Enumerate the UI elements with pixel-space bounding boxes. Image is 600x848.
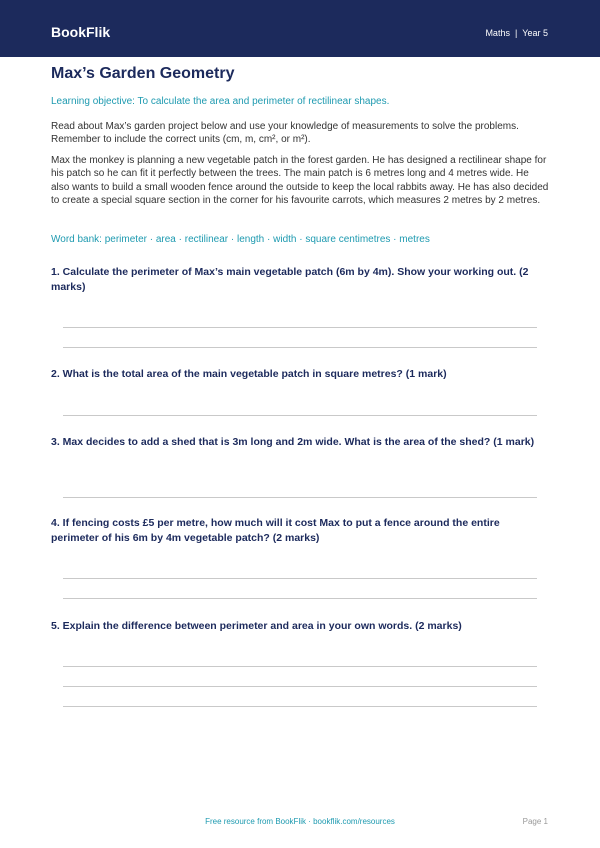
word-bank: Word bank: perimeter · area · rectilinear · length · width · square centimetres · metres: [51, 234, 430, 245]
question-1: 1. Calculate the perimeter of Max’s main vegetable patch (6m by 4m). Show your working out. (2 marks): [51, 266, 529, 293]
subject-label: Maths: [485, 28, 510, 38]
learning-objective: Learning objective: To calculate the area and perimeter of rectilinear shapes.: [51, 96, 390, 107]
story-paragraph: Max the monkey is planning a new vegetable patch in the forest garden. He has designed a rectilinear shape for his patch so he can fit it perfectly between the trees. The main patch is 6 metres long and 4 metres wide. He also wants to build a small wooden fence around the outside to keep the local rabbits away. He has also decided to create a special square section in the corner for his favourite carrots, which measures 2 metres by 2 metres.: [51, 155, 549, 206]
question-2: 2. What is the total area of the main vegetable patch in square metres? (1 mark): [51, 368, 447, 380]
answer-line[interactable]: [63, 706, 537, 707]
answer-line[interactable]: [63, 347, 537, 348]
question-5: 5. Explain the difference between perimeter and area in your own words. (2 marks): [51, 620, 462, 632]
answer-line[interactable]: [63, 327, 537, 328]
question-4: 4. If fencing costs £5 per metre, how much will it cost Max to put a fence around the entire perimeter of his 6m by 4m vegetable patch? (2 marks): [51, 517, 500, 544]
question-3: 3. Max decides to add a shed that is 3m long and 2m wide. What is the area of the shed? (1 mark): [51, 436, 535, 448]
page-footer: [0, 817, 600, 829]
year-label: Year 5: [522, 28, 548, 38]
page-header: [0, 0, 600, 57]
answer-line[interactable]: [63, 686, 537, 687]
answer-line[interactable]: [63, 578, 537, 579]
intro-paragraph: Read about Max’s garden project below and use your knowledge of measurements to solve the problems. Remember to include the correct units (cm, m, cm², or m²).: [51, 121, 519, 146]
answer-line[interactable]: [63, 415, 537, 416]
page-number: Page 1: [522, 817, 548, 826]
subject-year: [485, 28, 548, 38]
answer-line[interactable]: [63, 497, 537, 498]
answer-line[interactable]: [63, 598, 537, 599]
footer-credit-link[interactable]: Free resource from BookFlik · bookflik.com/resources: [205, 817, 395, 826]
header-separator: |: [514, 28, 518, 38]
page-title: Max’s Garden Geometry: [51, 65, 235, 82]
brand-logo[interactable]: BookFlik: [51, 24, 111, 40]
answer-line[interactable]: [63, 666, 537, 667]
